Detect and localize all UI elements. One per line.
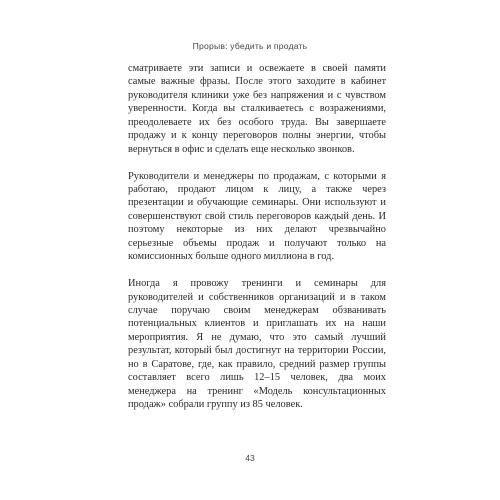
paragraph-3: Иногда я провожу тренинги и семинары для руководителей и собственников организаций и в таком случае поручаю своим менеджерам обзванивать потенциальных клиентов и приглашать их на наши мероприятия. Я не думаю, что это самый лучший результат, который был достигнут на территории России, но в Саратове, где, как правило, средний размер группы составляет всего лишь 12–15 человек, два моих менеджера на тренинг «Модель консультационных продаж» собрали группу из 85 человек. [128, 278, 386, 411]
body-text [128, 62, 386, 412]
paragraph-1: сматриваете эти записи и освежаете в своей памяти самые важные фразы. После этого заходите в кабинет руководителя клиники уже без напряжения и с чувством уверенности. Когда вы сталкиваетесь с возражениями, преодолеваете их без особого труда. Вы завершаете продажу и к концу переговоров полны энергии, чтобы вернуться в офис и сделать еще несколько звонков. [128, 63, 386, 155]
running-header: Прорыв: убедить и продать [192, 41, 308, 51]
page-number: 43 [245, 453, 255, 463]
paragraph-2: Руководители и менеджеры по продажам, с которыми я работаю, продают лицом к лицу, а также через презентации и обучающие семинары. Они используют и совершенствуют свой стиль переговоров каждый день. И поэтому некоторые из них делают чрезвычайно серьезные объемы продаж и получают только на комиссионных больше одного миллиона в год. [128, 170, 386, 263]
